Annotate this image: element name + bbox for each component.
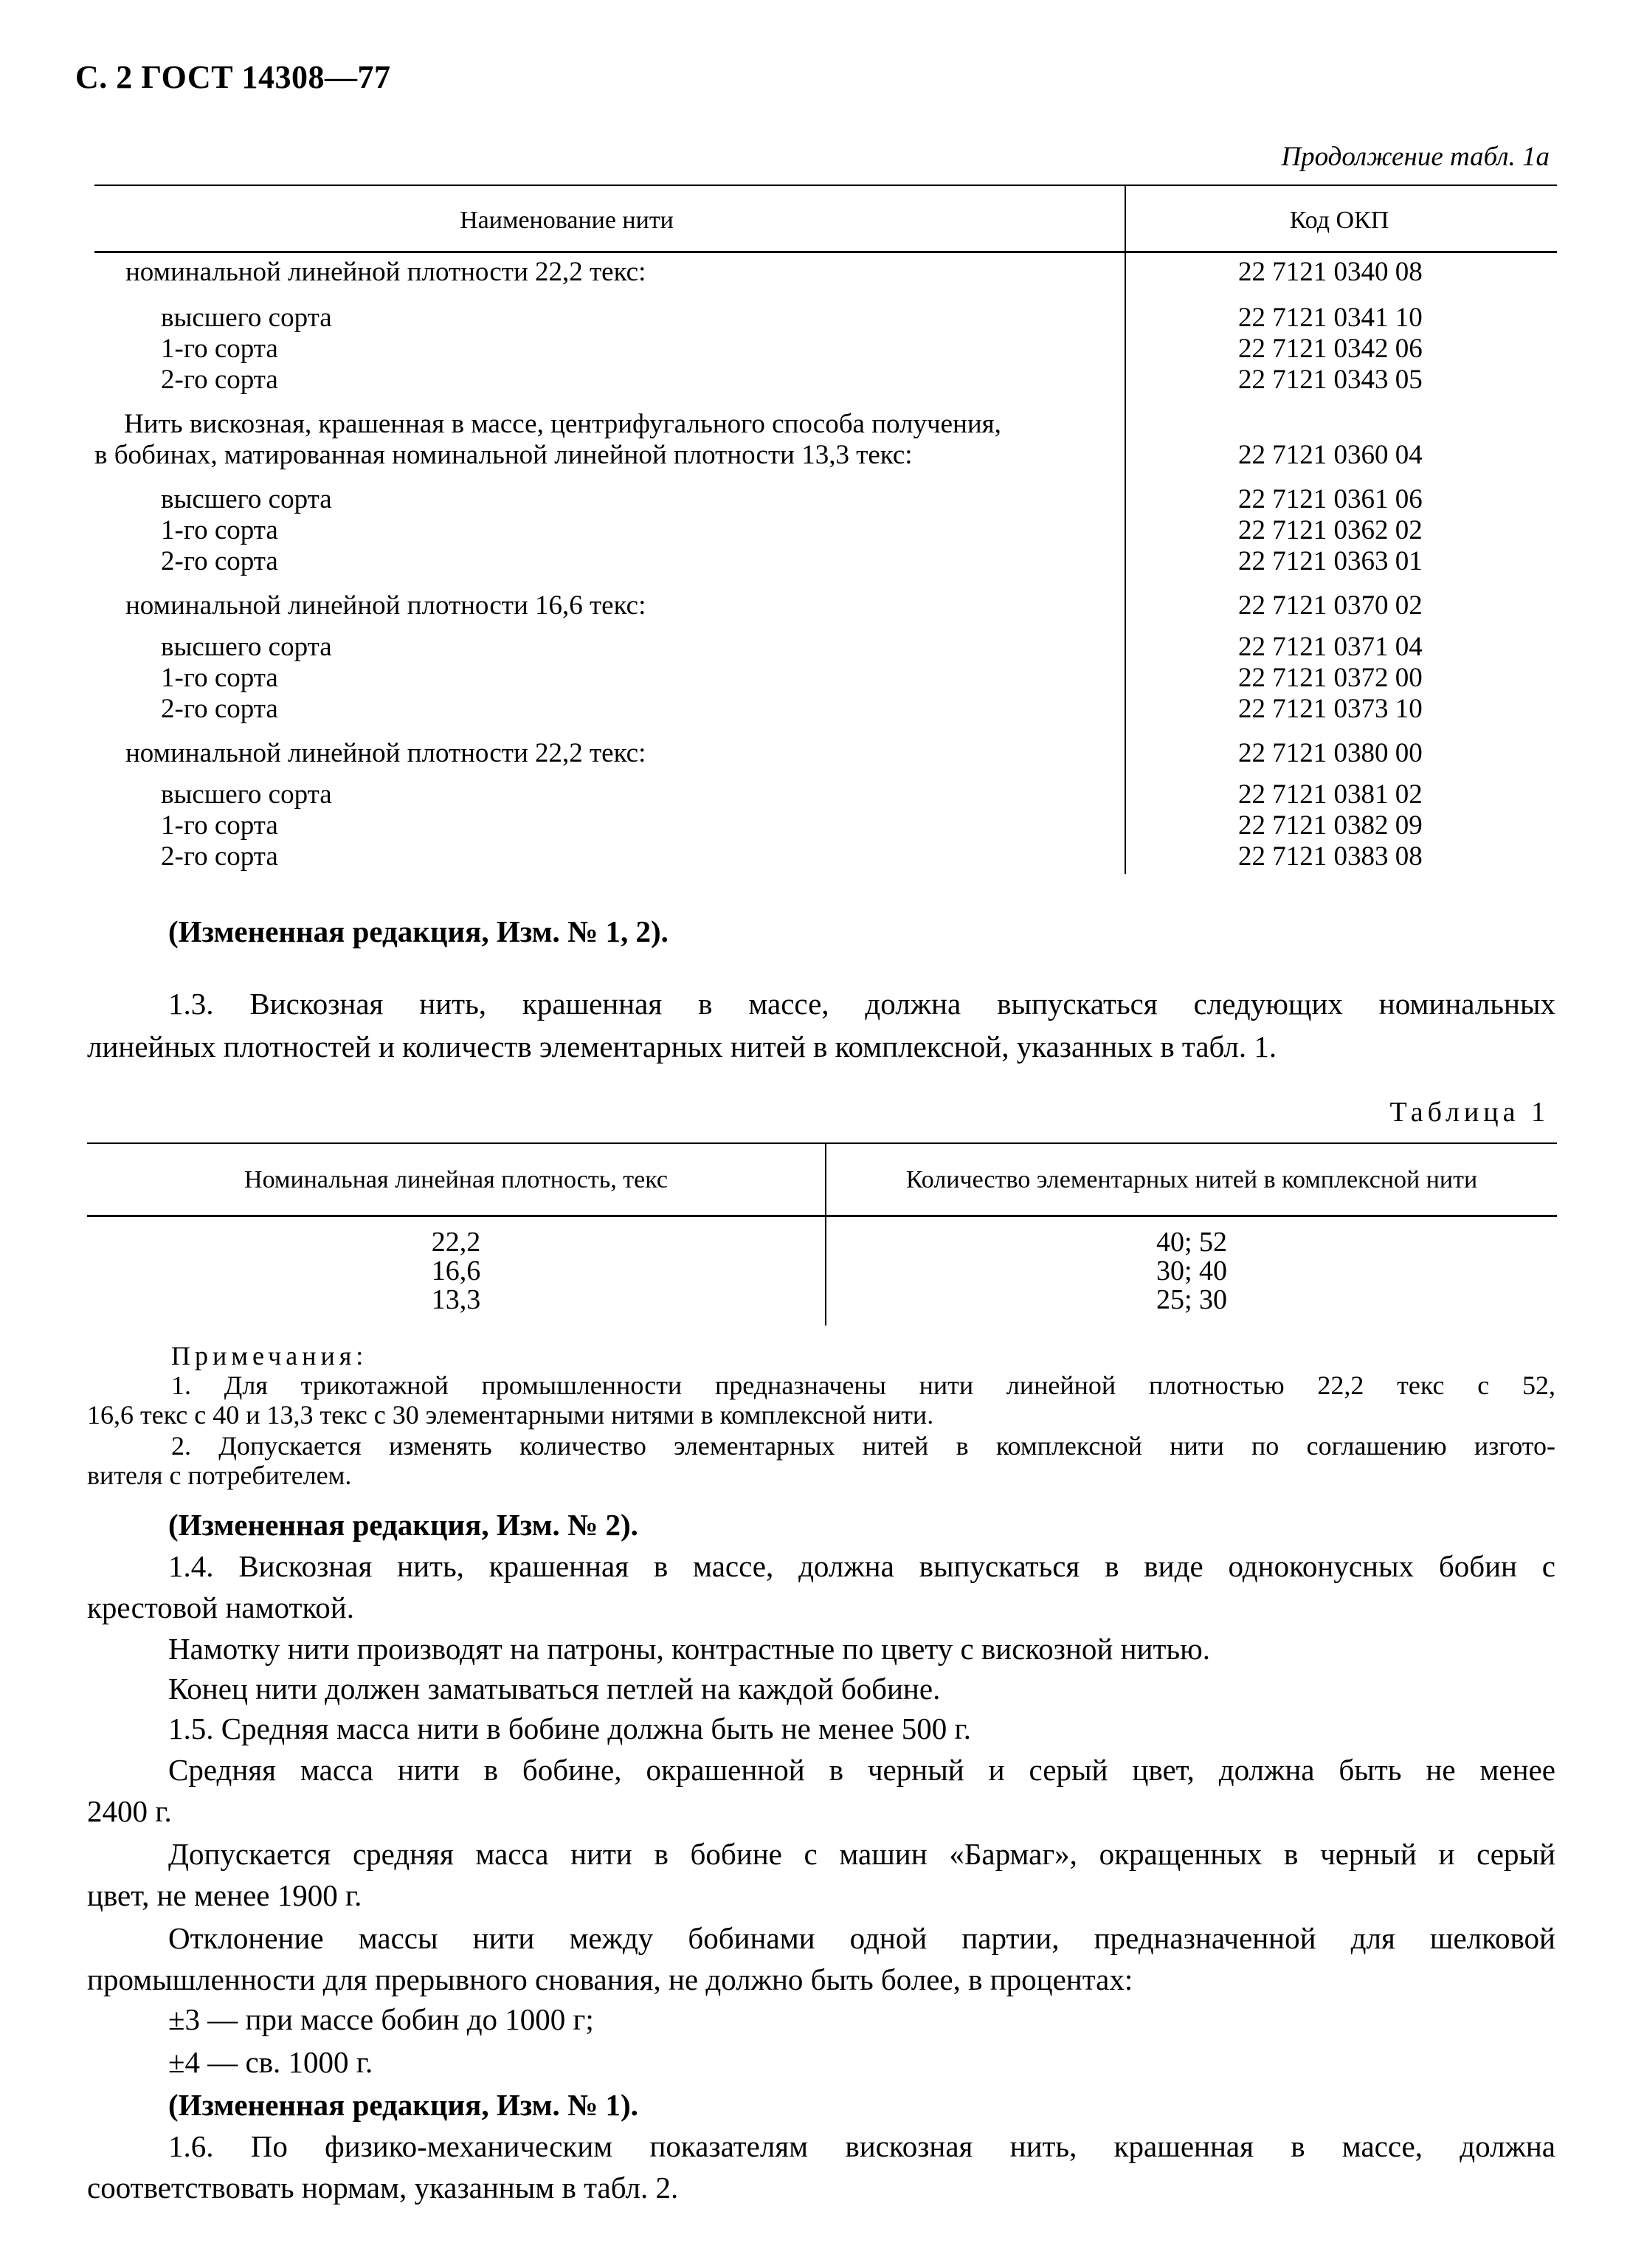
note-2-line-2: вителя с потребителем. [87, 1461, 352, 1490]
table-1a-code: 22 7121 0362 02 [1238, 515, 1423, 545]
table-row [0, 257, 1644, 288]
paragraph-barmag-line-2: цвет, не менее 1900 г. [87, 1878, 362, 1912]
table-row [0, 663, 1644, 694]
table-1a-name: 1-го сорта [161, 810, 278, 841]
table-1a-name: 1-го сорта [161, 515, 278, 545]
paragraph-deviation-line-2: промышленности для прерывного снования, не должно быть более, в процентах: [87, 1962, 1133, 1996]
deviation-item-2: ±4 — св. 1000 г. [168, 2045, 373, 2079]
table-1a-code: 22 7121 0342 06 [1238, 334, 1423, 364]
table-row [0, 546, 1644, 577]
table-1-density-cell: 22,2 [431, 1227, 481, 1258]
paragraph-1-4-line-2: крестовой намоткой. [87, 1590, 354, 1624]
table-1-count-cell: 40; 52 [1156, 1227, 1228, 1258]
table-row [0, 590, 1644, 621]
table-1a-code: 22 7121 0360 04 [1238, 440, 1423, 470]
paragraph-1-3-line-1: 1.3. Вискозная нить, крашенная в массе, должна выпускаться следующих номинальных [168, 987, 1555, 1021]
paragraph-black-line-2: 2400 г. [87, 1794, 172, 1828]
page-header: С. 2 ГОСТ 14308—77 [75, 59, 391, 95]
paragraph-1-3-line-2: линейных плотностей и количеств элементарных нитей в комплексной, указанных в табл. 1. [87, 1030, 1277, 1064]
table-1a-code: 22 7121 0370 02 [1238, 590, 1423, 621]
table-row [0, 841, 1644, 872]
paragraph-1-5: 1.5. Средняя масса нити в бобине должна быть не менее 500 г. [168, 1712, 971, 1745]
table-1a-name: 2-го сорта [161, 841, 278, 872]
table-1a-name: 2-го сорта [161, 694, 278, 724]
table-1a-name: 1-го сорта [161, 663, 278, 693]
table-row [0, 694, 1644, 725]
table-row [0, 632, 1644, 663]
table-1a-top-rule [94, 185, 1557, 186]
table-1a-code: 22 7121 0382 09 [1238, 810, 1423, 841]
table-1a-code: 22 7121 0373 10 [1238, 694, 1423, 724]
table-1a-code: 22 7121 0361 06 [1238, 484, 1423, 514]
table-row [0, 484, 1644, 515]
table-1a-name: номинальной линейной плотности 16,6 текс: [125, 590, 646, 621]
paragraph-deviation-line-1: Отклонение массы нити между бобинами одной партии, предназначенной для шелковой [168, 1921, 1555, 1955]
table-1-count-cell: 25; 30 [1156, 1284, 1228, 1315]
table-row [0, 515, 1644, 546]
table-1-density-cell: 16,6 [431, 1255, 481, 1286]
table-1a-name: номинальной линейной плотности 22,2 текс: [125, 257, 646, 287]
deviation-item-1: ±3 — при массе бобин до 1000 г; [168, 2002, 594, 2036]
amendment-note-1: (Измененная редакция, Изм. № 1, 2). [168, 914, 669, 948]
paragraph-thread-end: Конец нити должен заматываться петлей на каждой бобине. [168, 1672, 941, 1706]
table-1-density-cell: 13,3 [431, 1284, 481, 1315]
table-row [0, 779, 1644, 810]
paragraph-1-6-line-2: соответствовать нормам, указанным в табл. 2. [87, 2171, 679, 2205]
table-1a-code: 22 7121 0383 08 [1238, 841, 1423, 872]
table-1a-code: 22 7121 0340 08 [1238, 257, 1423, 287]
table-1-count-cell: 30; 40 [1156, 1255, 1228, 1286]
table-1a-code: 22 7121 0372 00 [1238, 663, 1423, 693]
table-1-top-rule [87, 1142, 1557, 1144]
table-row [0, 303, 1644, 334]
table-1a-name: высшего сорта [161, 632, 332, 662]
table-1a-name: номинальной линейной плотности 22,2 текс: [125, 738, 646, 768]
table-row [0, 440, 1644, 471]
note-1-line-1: 1. Для трикотажной промышленности предназначены нити линейной плотностью 22,2 текс с 52, [171, 1371, 1555, 1400]
amendment-note-3: (Измененная редакция, Изм. № 1). [168, 2088, 638, 2122]
table-1a-code: 22 7121 0363 01 [1238, 546, 1423, 576]
table-1a-code: 22 7121 0380 00 [1238, 738, 1423, 768]
table-1a-name: 1-го сорта [161, 334, 278, 364]
amendment-note-2: (Измененная редакция, Изм. № 2). [168, 1508, 638, 1542]
table-1a-code: 22 7121 0343 05 [1238, 365, 1423, 395]
table-1a-code: 22 7121 0341 10 [1238, 303, 1423, 333]
table-1a-header-rule [94, 251, 1557, 253]
table-1a-name: 2-го сорта [161, 365, 278, 395]
notes-title: Примечания: [171, 1341, 368, 1371]
paragraph-1-6-line-1: 1.6. По физико-механическим показателям вискозная нить, крашенная в массе, должна [168, 2129, 1555, 2163]
table-row [0, 365, 1644, 396]
paragraph-1-4-line-1: 1.4. Вискозная нить, крашенная в массе, должна выпускаться в виде одноконусных бобин с [168, 1549, 1555, 1583]
table-1a-header-name: Наименование нити [460, 207, 674, 234]
table-1-header-count: Количество элементарных нитей в комплексной нити [905, 1166, 1478, 1193]
paragraph-black-line-1: Средняя масса нити в бобине, окрашенной в черный и серый цвет, должна быть не менее [168, 1753, 1555, 1787]
table-row [0, 334, 1644, 365]
table-1a-name: высшего сорта [161, 484, 332, 514]
table-1a-name: в бобинах, матированная номинальной линейной плотности 13,3 текс: [94, 440, 913, 470]
table-1a-name: Нить вискозная, крашенная в массе, центрифугального способа получения, [124, 409, 1001, 439]
table-1-caption: Таблица 1 [1389, 1097, 1550, 1128]
table-1a-header-code: Код ОКП [1289, 207, 1389, 234]
table-1a-name: высшего сорта [161, 303, 332, 333]
paragraph-winding: Намотку нити производят на патроны, контрастные по цвету с вискозной нитью. [168, 1632, 1210, 1666]
note-1-line-2: 16,6 текс с 40 и 13,3 текс с 30 элементарными нитями в комплексной нити. [87, 1400, 934, 1430]
table-row [0, 738, 1644, 769]
table-1a-name: 2-го сорта [161, 546, 278, 576]
paragraph-barmag-line-1: Допускается средняя масса нити в бобине с машин «Бармаг», окращенных в черный и серый [168, 1837, 1555, 1871]
table-1a-name: высшего сорта [161, 779, 332, 810]
table-1-header-rule [87, 1215, 1557, 1217]
table-1a-code: 22 7121 0381 02 [1238, 779, 1423, 810]
table-1-header-density: Номинальная линейная плотность, текс [244, 1166, 668, 1193]
table-row [0, 810, 1644, 841]
note-2-line-1: 2. Допускается изменять количество элементарных нитей в комплексной нити по соглашению изгото- [171, 1431, 1555, 1461]
table-continuation-label: Продолжение табл. 1а [1281, 142, 1550, 172]
table-1a-code: 22 7121 0371 04 [1238, 632, 1423, 662]
table-row [0, 409, 1644, 440]
